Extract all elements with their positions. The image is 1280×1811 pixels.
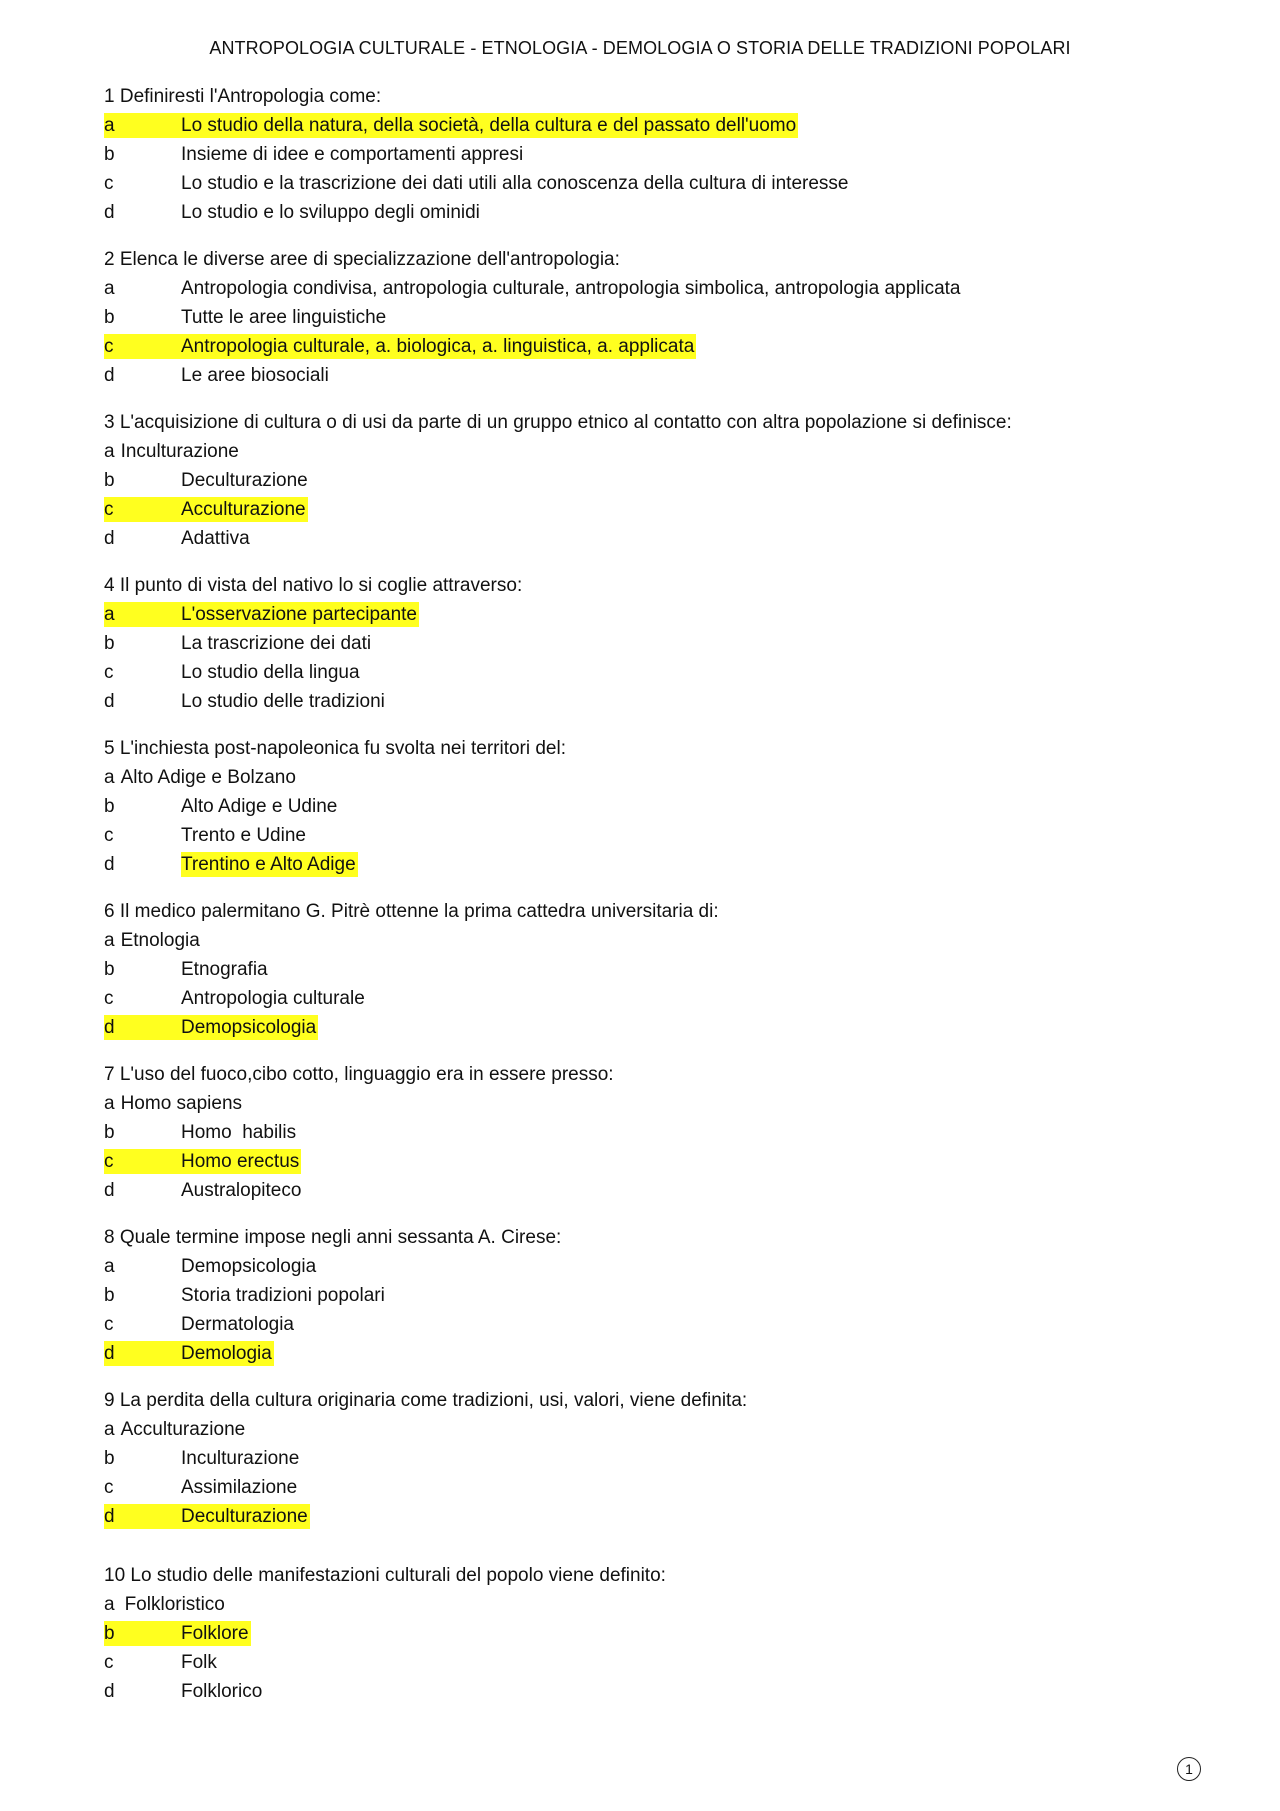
option-b	[104, 466, 1184, 495]
option-text: Lo studio e lo sviluppo degli ominidi	[181, 202, 480, 223]
option-letter: b	[104, 1448, 115, 1469]
option-text: Folk	[181, 1652, 217, 1673]
option-letter: d	[104, 854, 115, 875]
option-text: Demopsicologia	[181, 1256, 317, 1277]
option-letter: a	[104, 1419, 115, 1440]
question-text: 7 L'uso del fuoco,cibo cotto, linguaggio era in essere presso:	[104, 1064, 614, 1085]
option-text: Lo studio della lingua	[181, 662, 360, 683]
option-text: Tutte le aree linguistiche	[181, 307, 387, 328]
option-text: Deculturazione	[181, 470, 308, 491]
option-letter: a	[104, 441, 115, 462]
option-text: Acculturazione	[120, 1419, 246, 1440]
option-text: Folklore	[181, 1623, 249, 1644]
option-letter: c	[104, 1314, 114, 1335]
option-c	[104, 495, 1184, 524]
option-letter: b	[104, 1285, 115, 1306]
option-letter: c	[104, 497, 181, 522]
question-text: 8 Quale termine impose negli anni sessanta A. Cirese:	[104, 1227, 562, 1248]
option-letter: c	[104, 662, 114, 683]
option-text: Lo studio delle tradizioni	[181, 691, 385, 712]
option-a	[104, 1415, 1184, 1444]
option-text: Antropologia culturale	[181, 988, 365, 1009]
option-text: Inculturazione	[181, 1448, 300, 1469]
page-number: 1	[1177, 1757, 1201, 1781]
question-7	[104, 1060, 1184, 1205]
option-letter: b	[104, 144, 115, 165]
option-text: Dermatologia	[181, 1314, 294, 1335]
option-text: Assimilazione	[181, 1477, 298, 1498]
option-letter: c	[104, 1149, 181, 1174]
option-text: Acculturazione	[181, 499, 306, 520]
option-text: Antropologia condivisa, antropologia culturale, antropologia simbolica, antropologia applicata	[181, 278, 961, 299]
option-a	[104, 111, 1184, 140]
option-letter: a	[104, 767, 115, 788]
option-text: Homo sapiens	[120, 1093, 243, 1114]
option-a	[104, 274, 1184, 303]
option-d	[104, 198, 1184, 227]
question-1	[104, 82, 1184, 227]
option-d	[104, 524, 1184, 553]
option-b	[104, 1619, 1184, 1648]
option-letter: b	[104, 470, 115, 491]
option-text: Etnologia	[120, 930, 200, 951]
option-b	[104, 303, 1184, 332]
option-c	[104, 984, 1184, 1013]
option-c	[104, 1310, 1184, 1339]
option-c	[104, 1147, 1184, 1176]
option-letter: c	[104, 173, 114, 194]
option-b	[104, 792, 1184, 821]
option-a	[104, 437, 1184, 466]
question-text: 9 La perdita della cultura originaria come tradizioni, usi, valori, viene definita:	[104, 1390, 748, 1411]
option-letter: c	[104, 988, 114, 1009]
option-letter: a	[104, 1256, 115, 1277]
option-text: Inculturazione	[120, 441, 239, 462]
option-b	[104, 1281, 1184, 1310]
option-b	[104, 1444, 1184, 1473]
option-d	[104, 1013, 1184, 1042]
option-letter: b	[104, 307, 115, 328]
option-a	[104, 1089, 1184, 1118]
option-text: Lo studio della natura, della società, della cultura e del passato dell'uomo	[181, 115, 797, 136]
option-letter: a	[104, 602, 181, 627]
option-c	[104, 1648, 1184, 1677]
question-9	[104, 1386, 1184, 1531]
option-a	[104, 1590, 1184, 1619]
option-text: Homo erectus	[181, 1151, 300, 1172]
option-d	[104, 1339, 1184, 1368]
option-text: Trentino e Alto Adige	[181, 854, 356, 875]
option-c	[104, 1473, 1184, 1502]
option-b	[104, 955, 1184, 984]
option-letter: a	[104, 930, 115, 951]
option-letter: d	[104, 1681, 115, 1702]
option-a	[104, 1252, 1184, 1281]
option-letter: d	[104, 202, 115, 223]
option-letter: c	[104, 1652, 114, 1673]
option-c	[104, 332, 1184, 361]
question-text: 10 Lo studio delle manifestazioni culturali del popolo viene definito:	[104, 1565, 666, 1586]
option-letter: d	[104, 365, 115, 386]
question-text: 5 L'inchiesta post-napoleonica fu svolta nei territori del:	[104, 738, 567, 759]
option-text: Lo studio e la trascrizione dei dati utili alla conoscenza della cultura di interesse	[181, 173, 849, 194]
option-b	[104, 1118, 1184, 1147]
quiz	[104, 82, 1184, 1706]
question-10	[104, 1561, 1184, 1706]
option-letter: d	[104, 1341, 181, 1366]
option-letter: a	[104, 278, 115, 299]
option-text: Adattiva	[181, 528, 250, 549]
option-c	[104, 658, 1184, 687]
option-letter: a	[104, 113, 181, 138]
option-text: Demologia	[181, 1343, 272, 1364]
option-letter: c	[104, 334, 181, 359]
option-a	[104, 926, 1184, 955]
page-title: ANTROPOLOGIA CULTURALE - ETNOLOGIA - DEMOLOGIA O STORIA DELLE TRADIZIONI POPOLARI	[209, 38, 1071, 58]
option-text: Alto Adige e Bolzano	[120, 767, 296, 788]
option-text: Le aree biosociali	[181, 365, 329, 386]
option-letter: c	[104, 825, 114, 846]
question-text: 6 Il medico palermitano G. Pitrè ottenne la prima cattedra universitaria di:	[104, 901, 719, 922]
option-d	[104, 1677, 1184, 1706]
option-text: Deculturazione	[181, 1506, 308, 1527]
option-letter: d	[104, 1504, 181, 1529]
option-text: Storia tradizioni popolari	[181, 1285, 385, 1306]
question-text: 1 Definiresti l'Antropologia come:	[104, 86, 382, 107]
question-3	[104, 408, 1184, 553]
option-d	[104, 850, 1184, 879]
option-c	[104, 169, 1184, 198]
option-d	[104, 1176, 1184, 1205]
option-text: Australopiteco	[181, 1180, 302, 1201]
option-letter: a	[104, 1093, 115, 1114]
option-text: Insieme di idee e comportamenti appresi	[181, 144, 524, 165]
option-text: L'osservazione partecipante	[181, 604, 417, 625]
option-letter: d	[104, 528, 115, 549]
option-letter: b	[104, 796, 115, 817]
question-text: 3 L'acquisizione di cultura o di usi da parte di un gruppo etnico al contatto con altra popolazione si definisce:	[104, 412, 1012, 433]
option-c	[104, 821, 1184, 850]
option-a	[104, 600, 1184, 629]
question-6	[104, 897, 1184, 1042]
option-text: Folklorico	[181, 1681, 263, 1702]
question-8	[104, 1223, 1184, 1368]
option-text: Alto Adige e Udine	[181, 796, 338, 817]
question-4	[104, 571, 1184, 716]
question-text: 4 Il punto di vista del nativo lo si coglie attraverso:	[104, 575, 523, 596]
option-letter: d	[104, 1015, 181, 1040]
question-text: 2 Elenca le diverse aree di specializzazione dell'antropologia:	[104, 249, 620, 270]
option-letter: b	[104, 633, 115, 654]
option-text: Antropologia culturale, a. biologica, a. linguistica, a. applicata	[181, 336, 695, 357]
option-text: Homo habilis	[181, 1122, 297, 1143]
option-b	[104, 629, 1184, 658]
option-letter: d	[104, 1180, 115, 1201]
option-letter: c	[104, 1477, 114, 1498]
option-b	[104, 140, 1184, 169]
option-text: Etnografia	[181, 959, 268, 980]
option-d	[104, 361, 1184, 390]
option-letter: b	[104, 1621, 181, 1646]
option-text: Folkloristico	[124, 1594, 225, 1615]
option-text: Demopsicologia	[181, 1017, 317, 1038]
option-letter: d	[104, 691, 115, 712]
option-text: La trascrizione dei dati	[181, 633, 372, 654]
option-a	[104, 763, 1184, 792]
option-d	[104, 1502, 1184, 1531]
option-d	[104, 687, 1184, 716]
question-5	[104, 734, 1184, 879]
option-letter: b	[104, 959, 115, 980]
question-2	[104, 245, 1184, 390]
option-letter: b	[104, 1122, 115, 1143]
option-text: Trento e Udine	[181, 825, 306, 846]
option-letter: a	[104, 1594, 115, 1615]
